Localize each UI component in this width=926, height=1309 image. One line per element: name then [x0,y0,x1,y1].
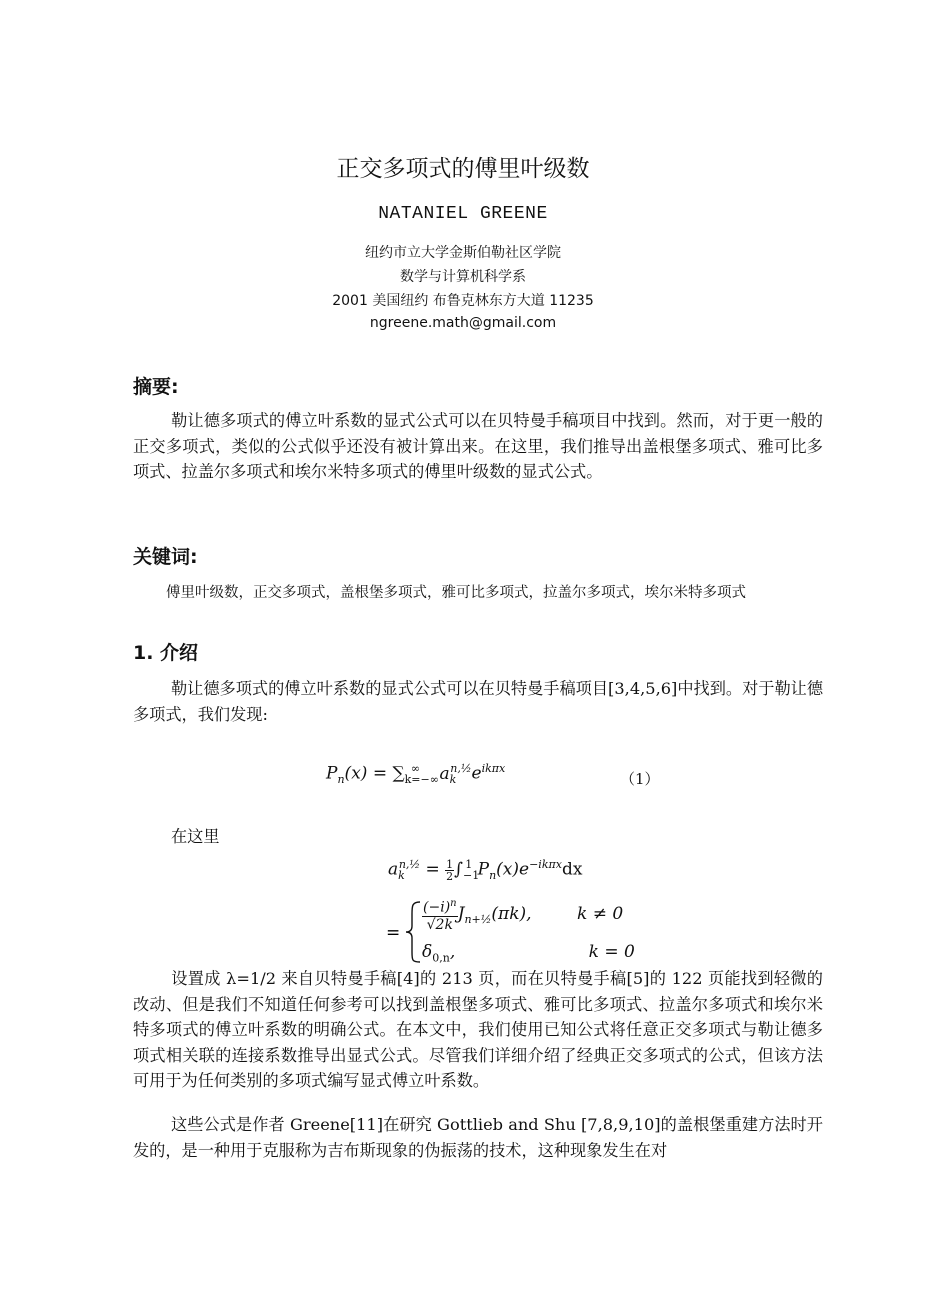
intro-p2-text: 设置成 λ=1/2 来自贝特曼手稿[4]的 213 页，而在贝特曼手稿[5]的 122 页能找到轻微的改动、但是我们不知道任何参考可以找到盖根堡多项式、雅可比多项式、拉盖尔多项式和埃尔米特多项式的傅立叶系数的明确公式。在本文中，我们使用已知公式将任意正交多项式与勒让德多项式相关联的连接系数推导出显式公式。尽管我们详细介绍了经典正交多项式的公式，但该方法可用于为任何类别的多项式编写显式傅立叶系数。 [133,969,823,1090]
where-label [133,824,823,850]
paper-title: 正交多项式的傅里叶级数 [336,156,590,182]
affiliation-address: 2001 美国纽约 布鲁克林东方大道 11235 [332,293,594,309]
author-name: NATANIEL GREENE [378,204,548,224]
author-email: ngreene.math@gmail.com [369,315,557,331]
equation-2-line-1: $a_k^{n,\frac{1}{2}}$ = $\frac{1}{2}$ $\int_{-1}^1$ $P_n(x)e^{-ik\pi x}dx$ [388,857,583,883]
affiliation-institution: 纽约市立大学金斯伯勒社区学院 [365,245,561,261]
case-2: $\delta_{0,n}$, k = 0 [422,942,635,965]
abstract-heading: 摘要: [133,376,179,398]
where-text: 在这里 [171,827,220,846]
equation-1: $P_n(x) = \sum_{k=-\infty}^\infty$ $a_k^{n,\frac{1}{2}}e^{ik\pi x}$ [326,762,506,787]
case-1: $\frac{(-i)^n}{√2k}$ $J_{n+\frac{1}{2}}(\pi k)$, k ≠ 0 [423,898,624,933]
affiliation-department: 数学与计算机科学系 [400,269,526,285]
abstract-text [133,408,823,485]
equation-1-number: （1） [620,770,660,788]
intro-p1-text: 勒让德多项式的傅立叶系数的显式公式可以在贝特曼手稿项目[3,4,5,6]中找到。对于勒让德多项式，我们发现: [133,679,824,724]
abstract-body: 勒让德多项式的傅立叶系数的显式公式可以在贝特曼手稿项目中找到。然而，对于更一般的正交多项式，类似的公式似乎还没有被计算出来。在这里，我们推导出盖根堡多项式、雅可比多项式、拉盖尔多项式和埃尔米特多项式的傅里叶级数的显式公式。 [133,411,823,481]
keywords-heading: 关键词: [133,546,198,568]
intro-paragraph-1 [133,676,823,727]
intro-heading: 1. 介绍 [133,642,199,664]
intro-paragraph-2 [133,966,823,1094]
intro-p3-text: 这些公式是作者 Greene[11]在研究 Gottlieb and Shu [7,8,9,10]的盖根堡重建方法时开发的，是一种用于克服称为吉布斯现象的伪振荡的技术，这种现象发生在对 [133,1115,823,1160]
keywords-text: 傅里叶级数，正交多项式，盖根堡多项式，雅可比多项式，拉盖尔多项式，埃尔米特多项式 [166,585,746,601]
svg-text:=: = [386,923,401,943]
intro-paragraph-3 [133,1112,823,1163]
